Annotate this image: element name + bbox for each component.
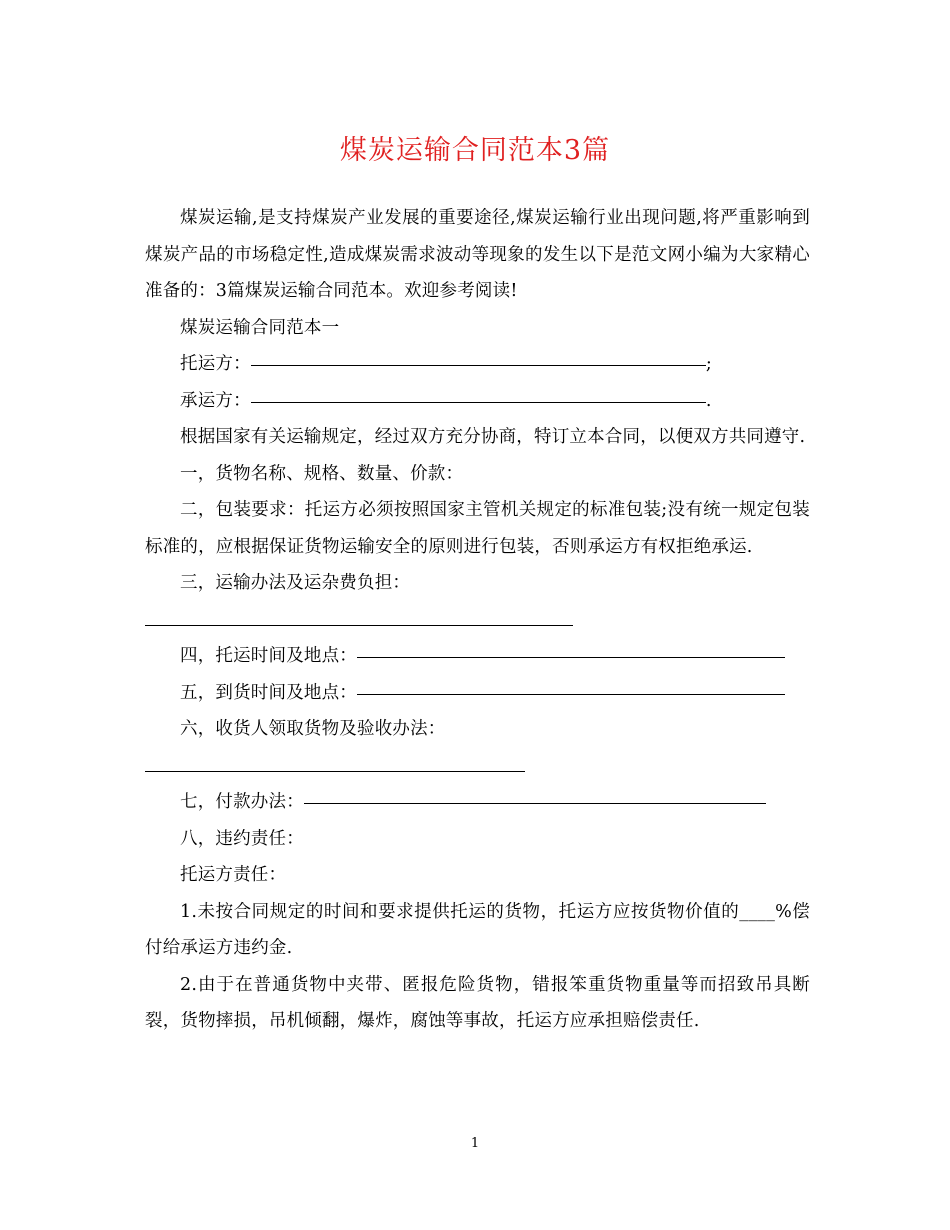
clause-3-blank-line — [145, 602, 810, 639]
carrier-blank — [251, 401, 706, 403]
clause-3-blank — [145, 624, 573, 626]
section-heading: 煤炭运输合同范本一 — [180, 317, 340, 338]
clause-6-blank — [145, 770, 525, 772]
clause-3: 三，运输办法及运杂费负担： — [180, 573, 411, 593]
preamble-paragraph: 根据国家有关运输规定，经过双方充分协商，特订立本合同，以便双方共同遵守. — [180, 427, 806, 447]
clause-6: 六，收货人领取货物及验收办法： — [180, 719, 446, 739]
clause-5-blank — [357, 693, 785, 695]
liability-item-1 — [145, 894, 810, 967]
clause-4 — [145, 638, 810, 675]
clause-7-blank — [304, 802, 766, 804]
clause-7-label: 七，付款办法： — [180, 792, 304, 812]
clause-8: 八，违约责任： — [180, 828, 304, 849]
intro-paragraph: 煤炭运输,是支持煤炭产业发展的重要途径,煤炭运输行业出现问题,将严重影响到煤炭产品的市场稳定性,造成煤炭需求波动等现象的发生以下是范文网小编为大家精心准备的：3篇煤炭运输合同范本。欢迎参考阅读! — [145, 208, 810, 301]
consignor-end: ; — [705, 354, 712, 374]
carrier-line — [145, 383, 810, 420]
clause-2: 二，包装要求：托运方必须按照国家主管机关规定的标准包装;没有统一规定包装标准的，应根据保证货物运输安全的原则进行包装，否则承运方有权拒绝承运. — [145, 500, 810, 557]
clause-7 — [145, 784, 810, 821]
document-body — [145, 200, 810, 1040]
carrier-label: 承运方： — [180, 390, 251, 411]
carrier-end: . — [705, 390, 712, 411]
clause-4-blank — [357, 656, 785, 658]
page-number: 1 — [470, 1136, 480, 1151]
document-title: 煤炭运输合同范本3篇 — [339, 135, 611, 166]
clause-4-label: 四，托运时间及地点： — [180, 646, 357, 666]
consignor-line — [145, 346, 810, 383]
clause-5 — [145, 675, 810, 712]
clause-1: 一，货物名称、规格、数量、价款： — [180, 463, 464, 484]
consignor-label: 托运方： — [180, 354, 251, 374]
item-1-text: 1.未按合同规定的时间和要求提供托运的货物，托运方应按货物价值的 — [180, 901, 740, 922]
consignor-liability-heading: 托运方责任： — [180, 865, 287, 885]
item-1-blank: ____ — [739, 901, 776, 922]
consignor-blank — [251, 364, 706, 366]
liability-item-2: 2.由于在普通货物中夹带、匿报危险货物，错报笨重货物重量等而招致吊具断裂，货物摔损，吊机倾翻，爆炸，腐蚀等事故，托运方应承担赔偿责任. — [145, 974, 810, 1031]
clause-5-label: 五，到货时间及地点： — [180, 682, 357, 703]
item-1-tail: %偿付给承运方违约金. — [145, 901, 810, 958]
clause-6-blank-line — [145, 748, 810, 785]
